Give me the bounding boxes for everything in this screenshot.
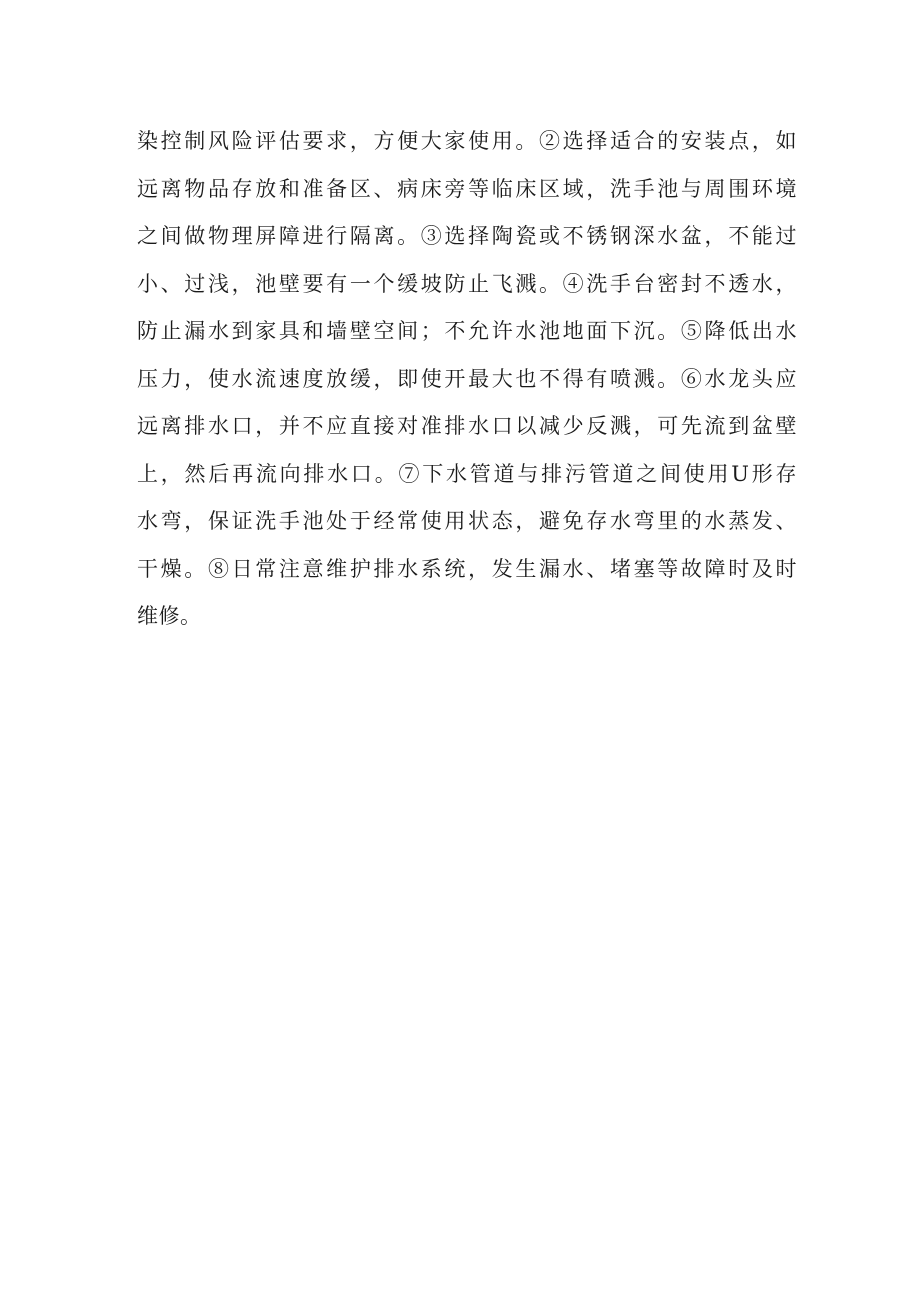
paragraph-line: 干燥。⑧日常注意维护排水系统，发生漏水、堵塞等故障时及时	[137, 556, 797, 581]
paragraph-line: 远离物品存放和准备区、病床旁等临床区域，洗手池与周围环境	[137, 176, 797, 201]
paragraph-line: 维修。	[137, 604, 202, 628]
body-paragraph	[137, 118, 797, 641]
paragraph-line: 水弯，保证洗手池处于经常使用状态，避免存水弯里的水蒸发、	[137, 509, 797, 533]
paragraph-line: 远离排水口，并不应直接对准排水口以减少反溅，可先流到盆壁	[137, 414, 797, 438]
paragraph-line: 小、过浅，池壁要有一个缓坡防止飞溅。④洗手台密封不透水，	[137, 271, 797, 296]
paragraph-line: 压力，使水流速度放缓，即使开最大也不得有喷溅。⑥水龙头应	[137, 366, 797, 391]
paragraph-line: 上，然后再流向排水口。⑦下水管道与排污管道之间使用U形存	[137, 461, 797, 486]
paragraph-line: 防止漏水到家具和墙壁空间；不允许水池地面下沉。⑤降低出水	[137, 319, 797, 343]
paragraph-line: 之间做物理屏障进行隔离。③选择陶瓷或不锈钢深水盆，不能过	[137, 224, 797, 248]
paragraph-line: 染控制风险评估要求，方便大家使用。②选择适合的安装点，如	[137, 129, 797, 153]
